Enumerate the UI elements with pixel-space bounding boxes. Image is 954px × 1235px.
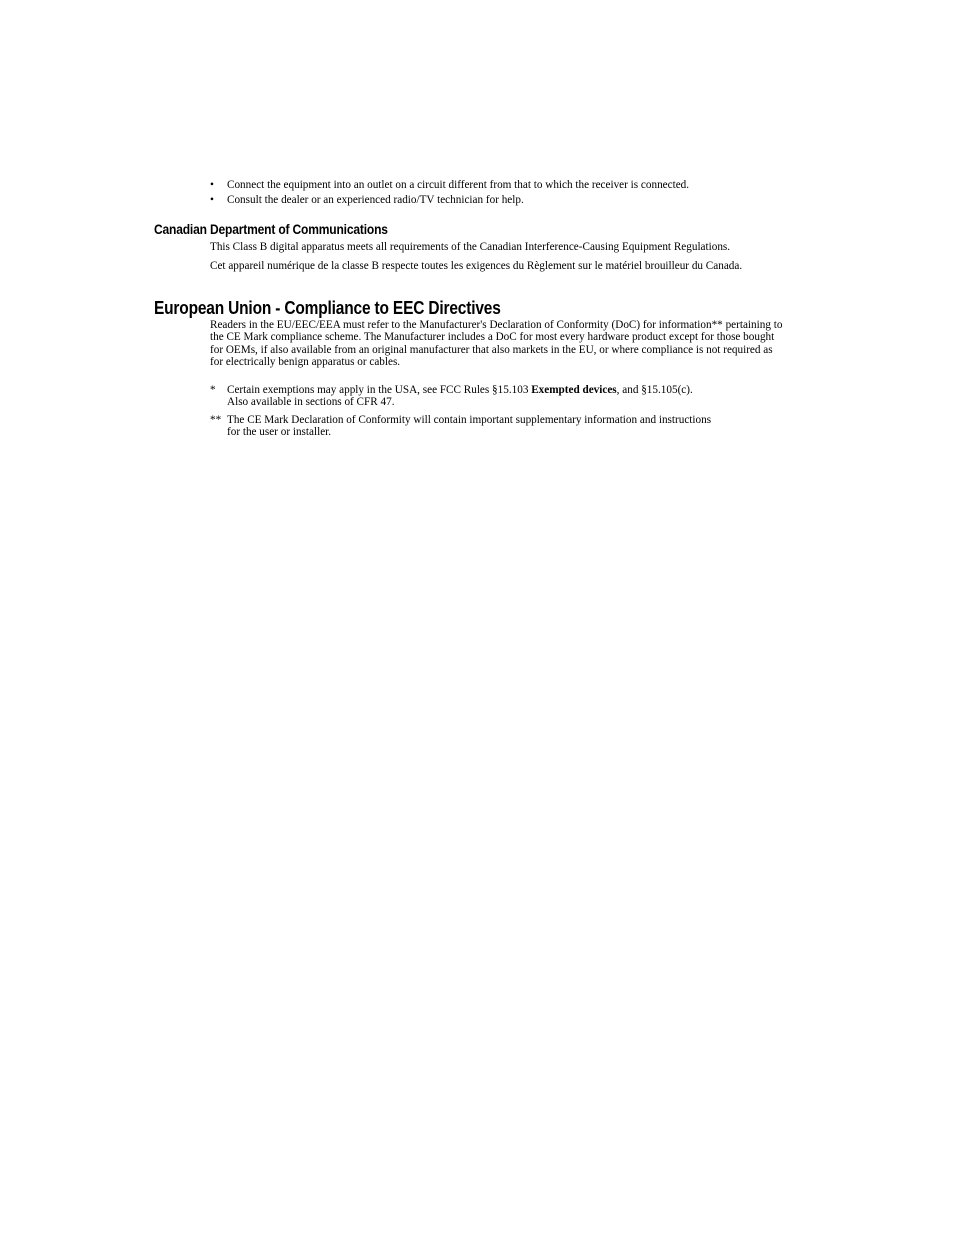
footnote-marker: * bbox=[210, 384, 216, 396]
eu-paragraph: Readers in the EU/EEC/EEA must refer to the Manufacturer's Declaration of Conformity (DoC) for information** pertaining to the CE Mark compliance scheme. The Manufacturer includes a DoC for most every hardware product except for those bought for OEMs, if also available from an original manufacturer that also markets in the EU, or where compliance is not required as for electrically benign apparatus or cables. bbox=[210, 319, 783, 369]
footnote-line bbox=[227, 384, 790, 396]
footnote-text: Certain exemptions may apply in the USA, see FCC Rules §15.103 bbox=[227, 384, 532, 396]
bullet-text: Connect the equipment into an outlet on a circuit different from that to which the receiver is connected. bbox=[227, 179, 690, 191]
eu-heading: European Union - Compliance to EEC Directives bbox=[154, 298, 501, 318]
canada-heading: Canadian Department of Communications bbox=[154, 221, 388, 237]
canada-paragraph-english: This Class B digital apparatus meets all requirements of the Canadian Interference-Causing Equipment Regulations. bbox=[210, 241, 731, 253]
footnote-text: , and §15.105(c). bbox=[616, 384, 693, 396]
bullet-list bbox=[210, 179, 810, 209]
list-item bbox=[210, 194, 810, 209]
bullet-marker: • bbox=[210, 194, 214, 206]
footnote-item bbox=[210, 384, 790, 409]
bullet-marker: • bbox=[210, 179, 214, 191]
exempted-devices-term: Exempted devices bbox=[531, 384, 617, 396]
canada-paragraph-french: Cet appareil numérique de la classe B respecte toutes les exigences du Règlement sur le matériel brouilleur du Canada. bbox=[210, 260, 743, 272]
footnote-line: The CE Mark Declaration of Conformity will contain important supplementary information and instructions bbox=[227, 413, 712, 426]
footnote-list bbox=[210, 384, 790, 444]
footnote-item bbox=[210, 414, 790, 439]
bullet-text: Consult the dealer or an experienced radio/TV technician for help. bbox=[227, 194, 524, 206]
list-item bbox=[210, 179, 810, 194]
footnote-line: Also available in sections of CFR 47. bbox=[227, 396, 395, 409]
footnote-marker: ** bbox=[210, 413, 222, 426]
footnote-line: for the user or installer. bbox=[227, 426, 332, 439]
